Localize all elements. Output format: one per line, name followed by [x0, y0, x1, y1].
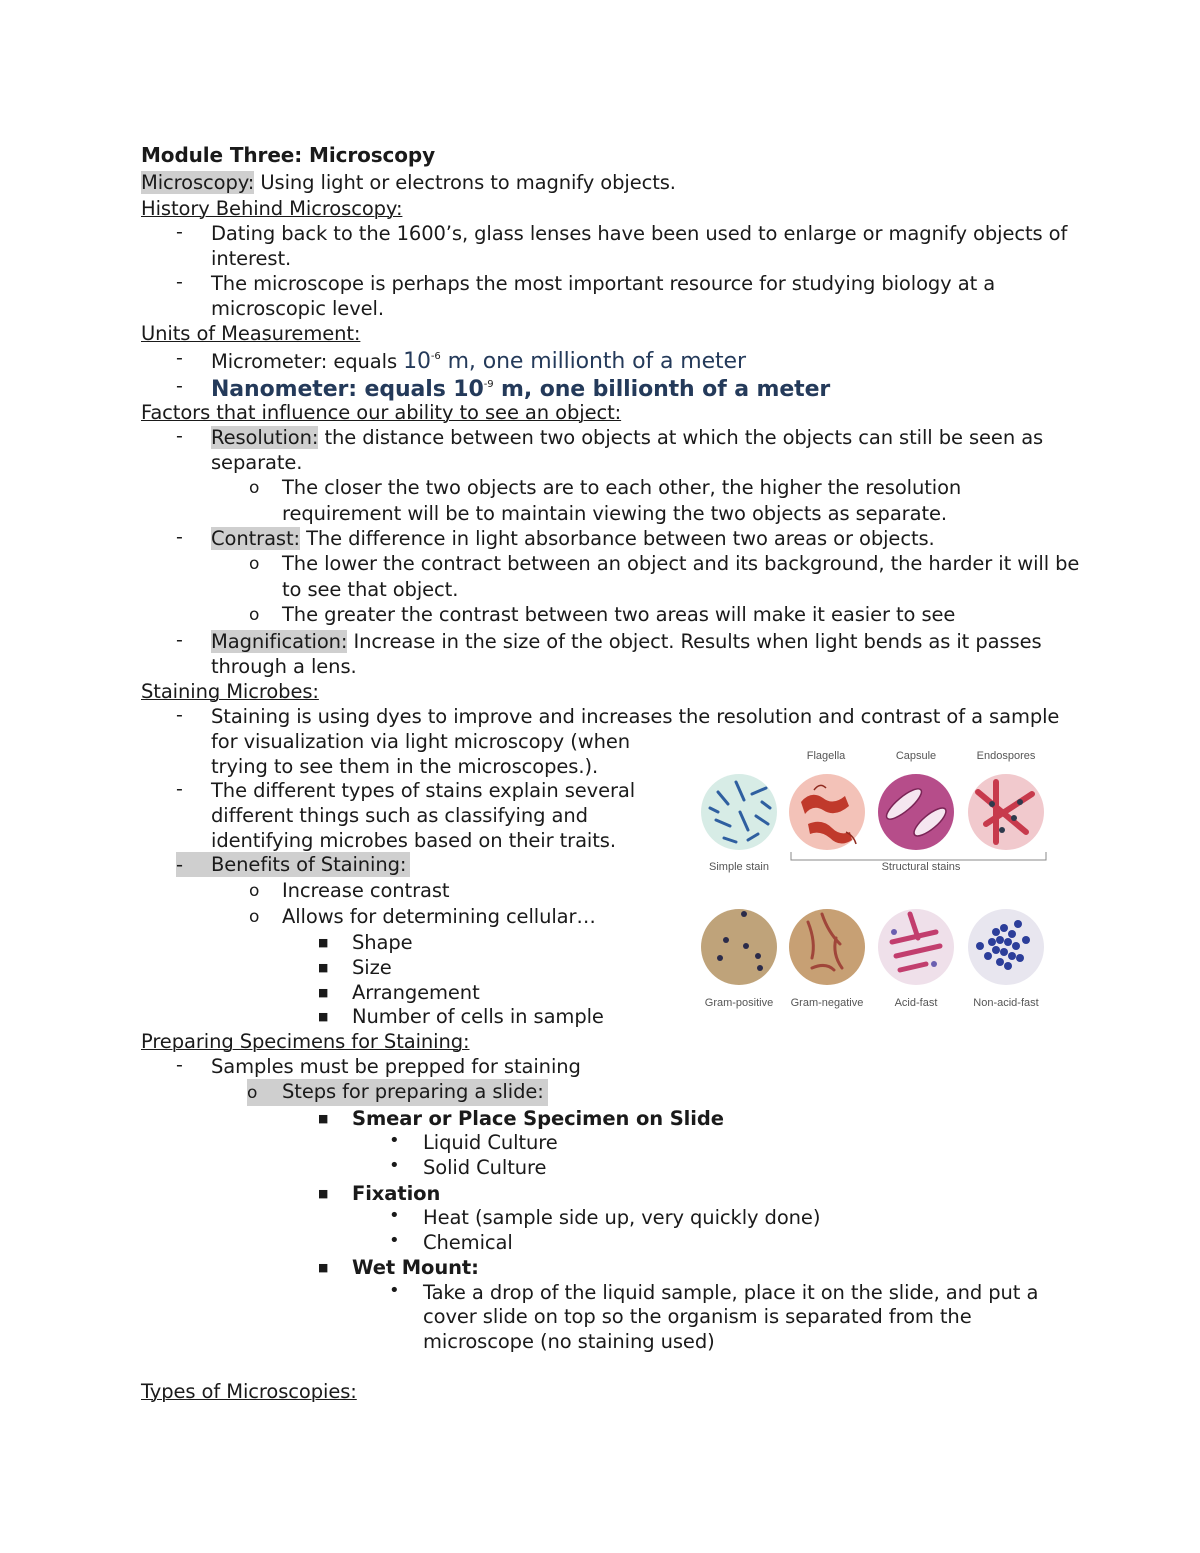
acid-fast-circle	[878, 909, 954, 985]
dot-bullet: •	[389, 1130, 400, 1151]
label-capsule: Capsule	[895, 750, 937, 762]
staining-item-2-cont: different things such as classifying and	[211, 804, 588, 827]
capsule-circle	[878, 774, 954, 850]
cellular-shape: Shape	[352, 931, 413, 954]
square-bullet: ■	[318, 1112, 329, 1125]
label-endospores: Endospores	[976, 750, 1036, 762]
page-title: Module Three: Microscopy	[141, 143, 436, 167]
contrast-sub-2: The greater the contrast between two areas will make it easier to see	[282, 603, 956, 626]
stain-types-figure	[696, 742, 1052, 1017]
label-acid-fast: Acid-fast	[894, 997, 938, 1009]
cellular-size: Size	[352, 956, 392, 979]
dot-bullet: •	[389, 1155, 400, 1176]
label-flagella: Flagella	[806, 750, 846, 762]
square-bullet: ■	[318, 1261, 329, 1274]
resolution-sub-cont: requirement will be to maintain viewing the two objects as separate.	[282, 502, 947, 525]
history-heading: History Behind Microscopy:	[141, 197, 403, 220]
label-gram-negative: Gram-negative	[790, 997, 864, 1009]
contrast-sub-1: The lower the contract between an object and its background, the harder it will be	[282, 552, 1080, 575]
smear-step: Smear or Place Specimen on Slide	[352, 1107, 724, 1130]
history-item-2-cont: microscopic level.	[211, 297, 384, 320]
wet-mount-text-3: microscope (no staining used)	[423, 1330, 715, 1353]
magnification-item: Magnification: Increase in the size of the object. Results when light bends as it passes	[211, 630, 1042, 653]
label-simple-stain: Simple stain	[709, 861, 769, 873]
dot-bullet: •	[389, 1230, 400, 1251]
circle-bullet: o	[249, 881, 260, 901]
dash-bullet: -	[176, 704, 183, 726]
steps-item: o Steps for preparing a slide:	[247, 1079, 548, 1106]
label-structural-stains: Structural stains	[881, 861, 961, 873]
micrometer-item: Micrometer: equals $10^{-6}$ m, one millionth of a meter	[211, 349, 746, 374]
benefits-item: - Benefits of Staining:	[176, 852, 410, 877]
staining-heading: Staining Microbes:	[141, 680, 319, 703]
square-bullet: ■	[318, 961, 329, 974]
simple-stain-circle	[701, 774, 777, 850]
square-bullet: ■	[318, 1010, 329, 1023]
factors-heading: Factors that influence our ability to see an object:	[141, 401, 622, 424]
dash-bullet: -	[176, 1054, 183, 1076]
staining-item-2: The different types of stains explain several	[211, 779, 636, 802]
label-gram-positive: Gram-positive	[704, 997, 774, 1009]
cellular-arrangement: Arrangement	[352, 981, 480, 1004]
circle-bullet: o	[249, 605, 260, 625]
dash-bullet: -	[176, 271, 183, 293]
microscopy-term: Microscopy:	[141, 171, 255, 194]
dot-bullet: •	[389, 1280, 400, 1301]
endospores-circle	[968, 774, 1044, 850]
contrast-sub-1-cont: to see that object.	[282, 578, 459, 601]
types-heading: Types of Microscopies:	[141, 1380, 357, 1403]
history-item-1: Dating back to the 1600’s, glass lenses have been used to enlarge or magnify objects of	[211, 222, 1068, 245]
nanometer-item: Nanometer: equals $10^{-9}$ m, one billionth of a meter	[211, 377, 831, 402]
dash-bullet: -	[176, 629, 183, 651]
square-bullet: ■	[318, 936, 329, 949]
fixation-chemical: Chemical	[423, 1231, 513, 1254]
history-item-1-cont: interest.	[211, 247, 292, 270]
dash-bullet: -	[176, 375, 183, 397]
benefit-cellular: Allows for determining cellular…	[282, 905, 596, 928]
magnification-cont: through a lens.	[211, 655, 357, 678]
resolution-item: Resolution: the distance between two objects at which the objects can still be seen as	[211, 426, 1044, 449]
staining-item-1-cont: for visualization via light microscopy (when	[211, 730, 630, 753]
benefit-contrast: Increase contrast	[282, 879, 450, 902]
square-bullet: ■	[318, 986, 329, 999]
dash-bullet: -	[176, 425, 183, 447]
history-item-2: The microscope is perhaps the most important resource for studying biology at a	[211, 272, 996, 295]
square-bullet: ■	[318, 1187, 329, 1200]
flagella-circle	[789, 774, 865, 850]
resolution-sub: The closer the two objects are to each other, the higher the resolution	[282, 476, 962, 499]
fixation-heat: Heat (sample side up, very quickly done)	[423, 1206, 821, 1229]
circle-bullet: o	[249, 478, 260, 498]
gram-negative-circle	[789, 909, 865, 985]
microscopy-text: Using light or electrons to magnify objects.	[254, 171, 676, 194]
gram-positive-circle	[701, 909, 777, 985]
non-acid-fast-circle	[968, 909, 1044, 985]
staining-item-1: Staining is using dyes to improve and increases the resolution and contrast of a sample	[211, 705, 1060, 728]
structural-bracket	[791, 852, 1046, 860]
label-non-acid-fast: Non-acid-fast	[973, 997, 1039, 1009]
units-heading: Units of Measurement:	[141, 322, 361, 345]
fixation-step: Fixation	[352, 1182, 441, 1205]
liquid-culture: Liquid Culture	[423, 1131, 558, 1154]
dot-bullet: •	[389, 1205, 400, 1226]
solid-culture: Solid Culture	[423, 1156, 547, 1179]
circle-bullet: o	[249, 554, 260, 574]
circle-bullet: o	[249, 907, 260, 927]
dash-bullet: -	[176, 347, 183, 369]
dash-bullet: -	[176, 526, 183, 548]
contrast-item: Contrast: The difference in light absorbance between two areas or objects.	[211, 527, 935, 550]
preparing-heading: Preparing Specimens for Staining:	[141, 1030, 470, 1053]
cellular-number: Number of cells in sample	[352, 1005, 604, 1028]
wet-mount-text-1: Take a drop of the liquid sample, place it on the slide, and put a	[423, 1281, 1039, 1304]
wet-mount-step: Wet Mount:	[352, 1256, 479, 1279]
resolution-cont: separate.	[211, 451, 303, 474]
dash-bullet: -	[176, 221, 183, 243]
microscopy-definition	[141, 170, 676, 195]
wet-mount-text-2: cover slide on top so the organism is separated from the	[423, 1305, 972, 1328]
staining-item-2-cont2: identifying microbes based on their traits.	[211, 829, 616, 852]
dash-bullet: -	[176, 778, 183, 800]
staining-item-1-cont2: trying to see them in the microscopes.).	[211, 755, 599, 778]
preparing-item: Samples must be prepped for staining	[211, 1055, 581, 1078]
